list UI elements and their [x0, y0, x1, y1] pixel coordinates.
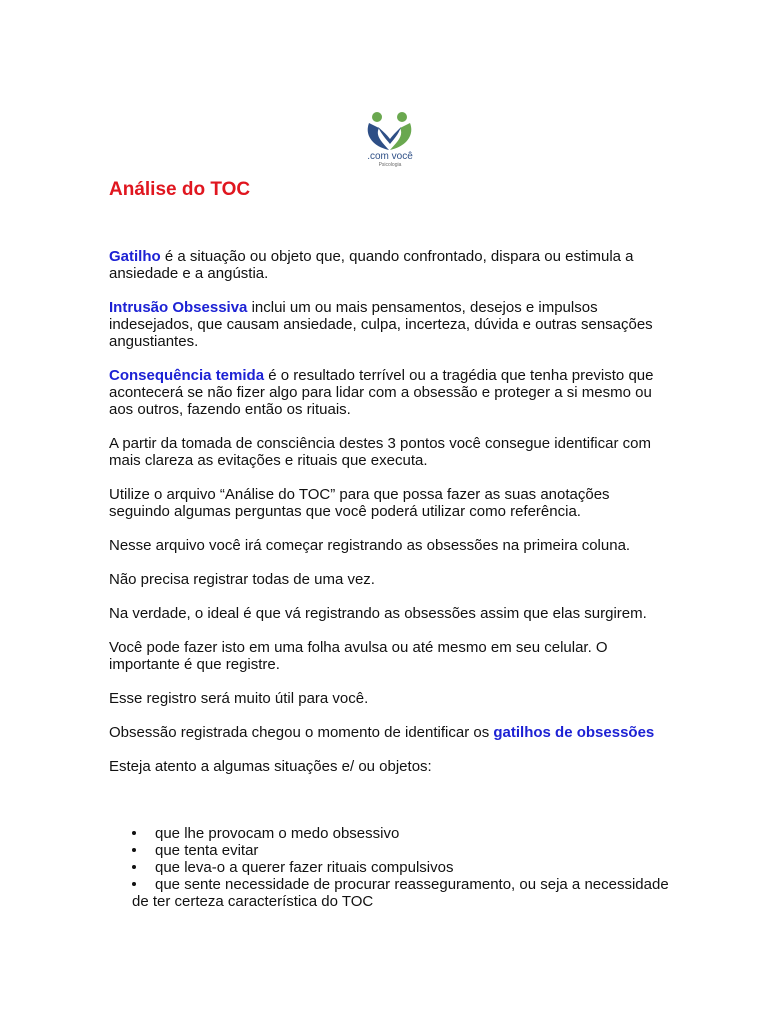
logo-text: .com você	[367, 151, 413, 162]
list-item: que lhe provocam o medo obsessivo	[132, 825, 672, 842]
bullet-icon	[132, 865, 136, 869]
page-title: Análise do TOC	[109, 179, 251, 200]
paragraph-primeira-coluna: Nesse arquivo você irá começar registrando as obsessões na primeira coluna.	[109, 537, 631, 554]
logo-figures-icon	[352, 108, 428, 152]
keyword-gatilhos-de-obsessoes: gatilhos de obsessões	[493, 724, 655, 741]
document-body	[109, 248, 669, 775]
paragraph-nao-precisa: Não precisa registrar todas de uma vez.	[109, 571, 375, 588]
paragraph-consequencia	[109, 367, 669, 418]
paragraph-gatilho	[109, 248, 669, 282]
paragraph-arquivo: Utilize o arquivo “Análise do TOC” para que possa fazer as suas anotações seguindo algumas perguntas que você poderá utilizar como referência.	[109, 486, 610, 520]
paragraph-text: é o resultado terrível ou a tragédia que tenha previsto que acontecerá se não fizer algo para lidar com a obsessão e proteger a si mesmo ou aos outros, fazendo então os rituais.	[109, 367, 654, 418]
logo-subtext: Psicologia	[378, 162, 402, 168]
paragraph-intrusao	[109, 299, 669, 350]
paragraph-esteja-atento: Esteja atento a algumas situações e/ ou objetos:	[109, 758, 432, 775]
paragraph-na-verdade: Na verdade, o ideal é que vá registrando as obsessões assim que elas surgirem.	[109, 605, 647, 622]
bullet-list	[132, 825, 672, 910]
bullet-icon	[132, 848, 136, 852]
keyword-gatilho: Gatilho	[109, 248, 161, 265]
keyword-intrusao-obsessiva: Intrusão Obsessiva	[109, 299, 248, 316]
paragraph-obsessao-registrada	[109, 724, 669, 741]
paragraph-text: é a situação ou objeto que, quando confrontado, dispara ou estimula a ansiedade e a angústia.	[109, 248, 634, 282]
paragraph-registro-util: Esse registro será muito útil para você.	[109, 690, 369, 707]
paragraph-consciencia: A partir da tomada de consciência destes 3 pontos você consegue identificar com mais clareza as evitações e rituais que executa.	[109, 435, 651, 469]
bullet-icon	[132, 882, 136, 886]
keyword-consequencia-temida: Consequência temida	[109, 367, 265, 384]
bullet-icon	[132, 831, 136, 835]
paragraph-text: Obsessão registrada chegou o momento de identificar os	[109, 724, 494, 741]
list-item: que sente necessidade de procurar reasseguramento, ou seja a necessidade de ter certeza característica do TOC	[132, 876, 669, 910]
list-item: que tenta evitar	[132, 842, 672, 859]
logo	[352, 108, 428, 174]
paragraph-folha-avulsa: Você pode fazer isto em uma folha avulsa ou até mesmo em seu celular. O importante é que registre.	[109, 639, 608, 673]
list-item: que leva-o a querer fazer rituais compulsivos	[132, 859, 672, 876]
paragraph-text: inclui um ou mais pensamentos, desejos e impulsos indesejados, que causam ansiedade, culpa, incerteza, dúvida e outras sensações angustiantes.	[109, 299, 653, 350]
